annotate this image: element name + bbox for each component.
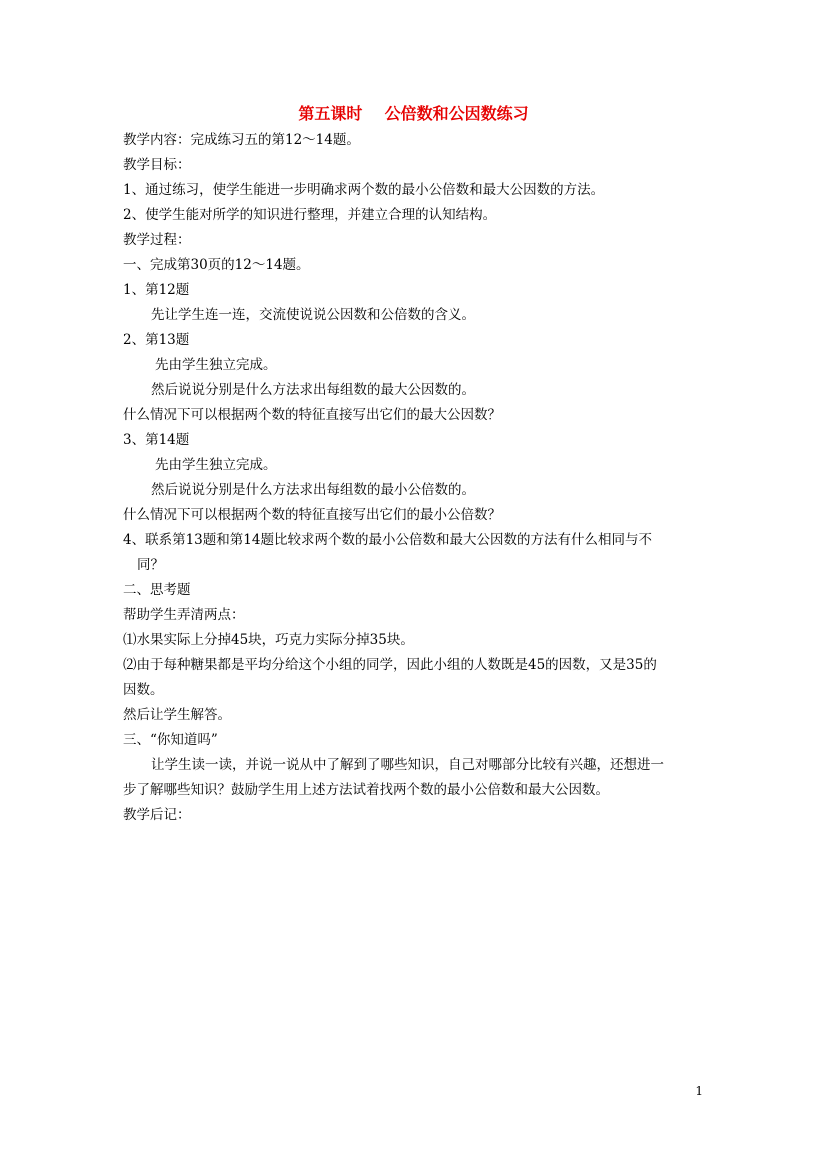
text-line-item-13-question: 什么情况下可以根据两个数的特征直接写出它们的最大公因数？ bbox=[123, 407, 501, 423]
text-line-item-14: 3、第14题 bbox=[123, 432, 190, 448]
text-line-item-13: 2、第13题 bbox=[123, 332, 190, 348]
text-line-objective-2: 2、使学生能对所学的知识进行整理，并建立合理的认知结构。 bbox=[123, 207, 497, 223]
text-line-item-14-question: 什么情况下可以根据两个数的特征直接写出它们的最小公倍数？ bbox=[123, 507, 501, 523]
text-line-process-heading: 教学过程： bbox=[123, 232, 191, 248]
page-title: 第五课时 公倍数和公因数练习 bbox=[298, 104, 529, 123]
text-line-objective-1: 1、通过练习，使学生能进一步明确求两个数的最小公倍数和最大公因数的方法。 bbox=[123, 182, 605, 198]
text-line-teaching-content: 教学内容：完成练习五的第12～14题。 bbox=[123, 132, 360, 148]
document-body bbox=[123, 128, 713, 828]
text-line-item-4: 4、联系第13题和第14题比较求两个数的最小公倍数和最大公因数的方法有什么相同与不 bbox=[123, 532, 652, 548]
text-line-two-points: 帮助学生弄清两点： bbox=[123, 607, 245, 623]
text-line-item-13-step-1: 先由学生独立完成。 bbox=[155, 357, 277, 373]
text-line-item-12: 1、第12题 bbox=[123, 282, 190, 298]
text-line-then-solve: 然后让学生解答。 bbox=[123, 707, 231, 723]
text-line-postscript: 教学后记： bbox=[123, 807, 191, 823]
text-line-point-2-cont: 因数。 bbox=[123, 682, 164, 698]
text-line-item-14-step-2: 然后说说分别是什么方法求出每组数的最小公倍数的。 bbox=[151, 482, 475, 498]
text-line-section-3: 三、“你知道吗” bbox=[123, 732, 218, 748]
text-line-item-14-step-1: 先由学生独立完成。 bbox=[155, 457, 277, 473]
text-line-read-instruction: 让学生读一读，并说一说从中了解到了哪些知识，自己对哪部分比较有兴趣，还想进一 bbox=[151, 757, 664, 773]
text-line-point-2: ⑵由于每种糖果都是平均分给这个小组的同学，因此小组的人数既是45的因数，又是35的 bbox=[123, 657, 657, 673]
text-line-section-2: 二、思考题 bbox=[123, 582, 191, 598]
text-line-point-1: ⑴水果实际上分掉45块，巧克力实际分掉35块。 bbox=[123, 632, 414, 648]
text-line-read-instruction-cont: 步了解哪些知识？鼓励学生用上述方法试着找两个数的最小公倍数和最大公因数。 bbox=[123, 782, 609, 798]
text-line-item-13-step-2: 然后说说分别是什么方法求出每组数的最大公因数的。 bbox=[151, 382, 475, 398]
text-line-item-12-detail: 先让学生连一连，交流使说说公因数和公倍数的含义。 bbox=[151, 307, 475, 323]
page-number: 1 bbox=[695, 1084, 703, 1098]
text-line-section-1: 一、完成第30页的12～14题。 bbox=[123, 257, 310, 273]
text-line-item-4-cont: 同？ bbox=[137, 557, 164, 573]
text-line-objectives-heading: 教学目标： bbox=[123, 157, 191, 173]
